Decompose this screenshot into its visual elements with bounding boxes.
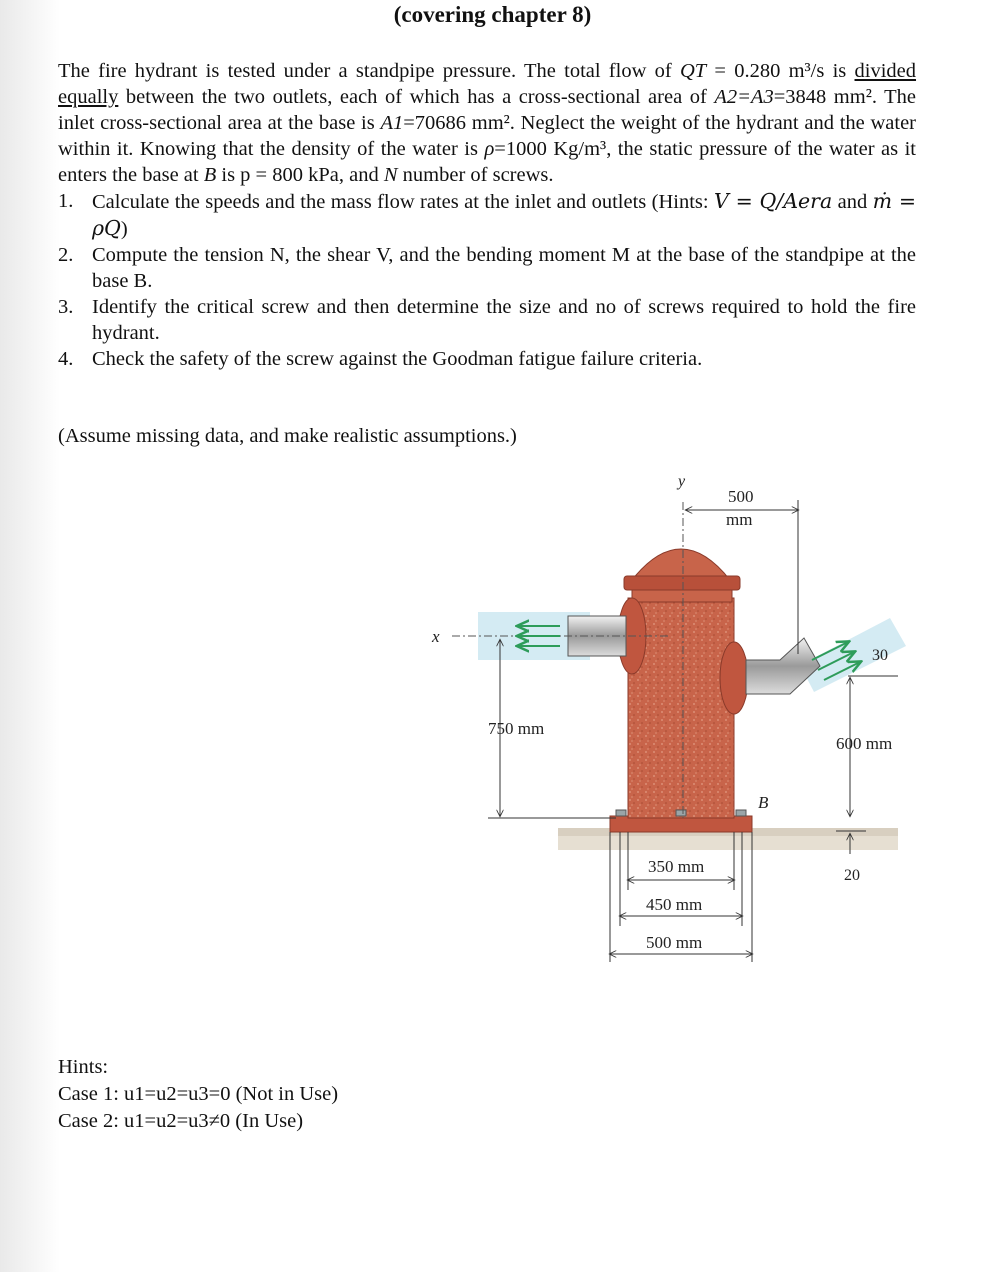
point-b-label: B [758, 793, 769, 812]
right-water-jet [800, 618, 906, 692]
problem-paragraph: The fire hydrant is tested under a standpipe pressure. The total flow of QT = 0.280 m³/s is divided equally between the two outlets, each of which has a cross-sectional area of A2=A3=3848 mm². The inlet cross-sectional area at the base is A1=70686 mm². Neglect the weight of the hydrant and the water within it. Knowing that the density of the water is ρ=1000 Kg/m³, the static pressure of the water as it enters the base at B is p = 800 kPa, and N number of screws. [58, 60, 917, 186]
dim-350-label: 350 mm [648, 857, 705, 876]
n-symbol: N [383, 164, 398, 186]
hints-block [58, 1054, 338, 1135]
right-nozzle [746, 638, 820, 694]
underlined-phrase: divided equally [58, 60, 917, 108]
task-item: 4. Check the safety of the screw against the Goodman fatigue failure criteria. [58, 348, 703, 370]
hydrant-cap-ring [624, 576, 740, 590]
hints-title: Hints: [58, 1056, 109, 1078]
x-axis-label: x [432, 627, 440, 646]
task-list [58, 188, 916, 372]
task-item: 2. Compute the tension N, the shear V, and the bending moment M at the base of the standpipe at the base B. [58, 244, 916, 292]
right-boss [720, 642, 748, 714]
hint-case-1: Case 1: u1=u2=u3=0 (Not in Use) [58, 1083, 339, 1105]
dim-750-label: 750 mm [488, 719, 545, 738]
dim-600-label: 600 mm [836, 734, 893, 753]
hydrant-diagram [420, 470, 920, 980]
bolt [616, 810, 626, 816]
dim-500-bottom-label: 500 mm [646, 933, 703, 952]
bolt [676, 810, 686, 816]
dim-500-top-unit: mm [726, 510, 753, 529]
point-b-symbol: B [203, 164, 217, 186]
task-item: 3. Identify the critical screw and then determine the size and no of screws required to hold the fire hydrant. [58, 296, 916, 344]
dim-500-top-value: 500 [728, 487, 754, 506]
hydrant-neck [632, 590, 732, 602]
page-shadow [0, 0, 60, 1272]
problem-statement [58, 58, 916, 372]
y-axis-label: y [678, 473, 686, 490]
ground-shade [558, 836, 898, 850]
fire-hydrant-figure [420, 470, 920, 980]
page-heading: (covering chapter 8) [393, 2, 592, 27]
hydrant-dome [632, 549, 730, 580]
dim-30-label: 30 [872, 647, 888, 664]
dim-450-label: 450 mm [646, 895, 703, 914]
hint-case-2: Case 2: u1=u2=u3≠0 (In Use) [58, 1110, 304, 1132]
area-symbol-a2-a3: A2=A3 [714, 86, 774, 108]
rho-symbol: ρ [484, 138, 495, 160]
area-symbol-a1: A1 [380, 112, 404, 134]
dim-20-label: 20 [844, 867, 860, 884]
qt-symbol: QT [679, 60, 707, 82]
assumption-note: (Assume missing data, and make realistic assumptions.) [58, 425, 517, 447]
bolt [736, 810, 746, 816]
task-item: 1. Calculate the speeds and the mass flow rates at the inlet and outlets (Hints: V = Q/Aera and ṁ = ρQ) [58, 189, 916, 240]
